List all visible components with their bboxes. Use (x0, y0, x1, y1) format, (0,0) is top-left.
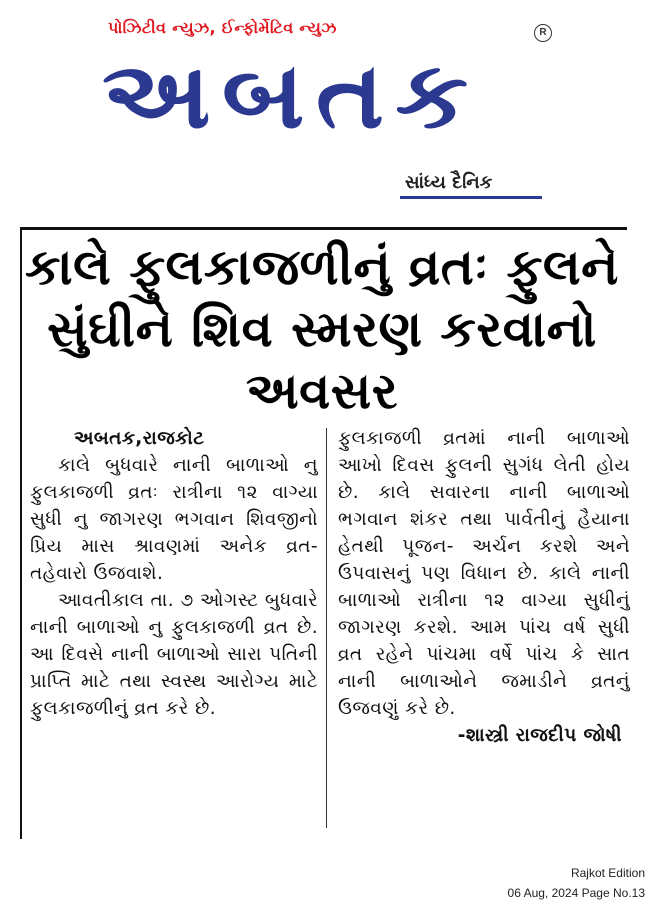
article-headline: કાલે ફુલકાજળીનું વ્રતઃ ફુલને સુંઘીને શિવ સ્મરણ કરવાનો અવસર (25, 238, 619, 420)
subtitle-underline (400, 196, 542, 199)
article-top-rule (20, 227, 627, 230)
masthead (0, 0, 655, 210)
column-divider (326, 428, 327, 828)
article-column-right (338, 425, 630, 749)
article-dateline: અબતક,રાજકોટ (74, 428, 205, 449)
article-paragraph: કાલે બુધવારે નાની બાળાઓ નુ ફુલકાજળી વ્રતઃ રાત્રીના ૧૨ વાગ્યા સુધી નુ જાગરણ ભગવાન શિવજીનો પ્રિય માસ શ્રાવણમાં અનેક વ્રત-તહેવારો ઉજવાશે. (30, 455, 318, 584)
article-signature: -શાસ્ત્રી રાજદીપ જોષી (457, 725, 622, 746)
masthead-tagline: પોઝિટીવ ન્યુઝ, ઈન્ફોર્મેટિવ ન્યુઝ (108, 18, 337, 37)
article-column-left (30, 425, 318, 722)
masthead-subtitle: સાંધ્ય દૈનિક (405, 172, 493, 193)
newspaper-logo: અબતક (102, 42, 480, 149)
article-paragraph: આવતીકાલ તા. ૭ ઓગસ્ટ બુધવારે નાની બાળાઓ નુ ફુલકાજળી વ્રત છે. આ દિવસે નાની બાળાઓ સારા પતિની પ્રાપ્તિ માટે તથા સ્વસ્થ આરોગ્ય માટે ફુલકાજળીનું વ્રત કરે છે. (30, 590, 318, 719)
footer-edition: Rajkot Edition (570, 866, 645, 880)
article-paragraph: ફુલકાજળી વ્રતમાં નાની બાળાઓ આખો દિવસ ફુલની સુગંધ લેતી હોય છે. કાલે સવારના નાની બાળાઓ ભગવાન શંકર તથા પાર્વતીનું હૈયાના હેતથી પૂજન- અર્ચન કરશે અને ઉપવાસનું પણ વિધાન છે. કાલે નાની બાળાઓ રાત્રીના ૧૨ વાગ્યા સુધીનું જાગરણ કરશે. આમ પાંચ વર્ષ સુધી વ્રત રહેને પાંચમા વર્ષે પાંચ કે સાત નાની બાળાઓને જમાડીને વ્રતનું ઉજવણું કરે છે. (338, 428, 630, 719)
registered-mark-icon: R (534, 24, 552, 42)
footer-date-page: 06 Aug, 2024 Page No.13 (507, 886, 645, 900)
